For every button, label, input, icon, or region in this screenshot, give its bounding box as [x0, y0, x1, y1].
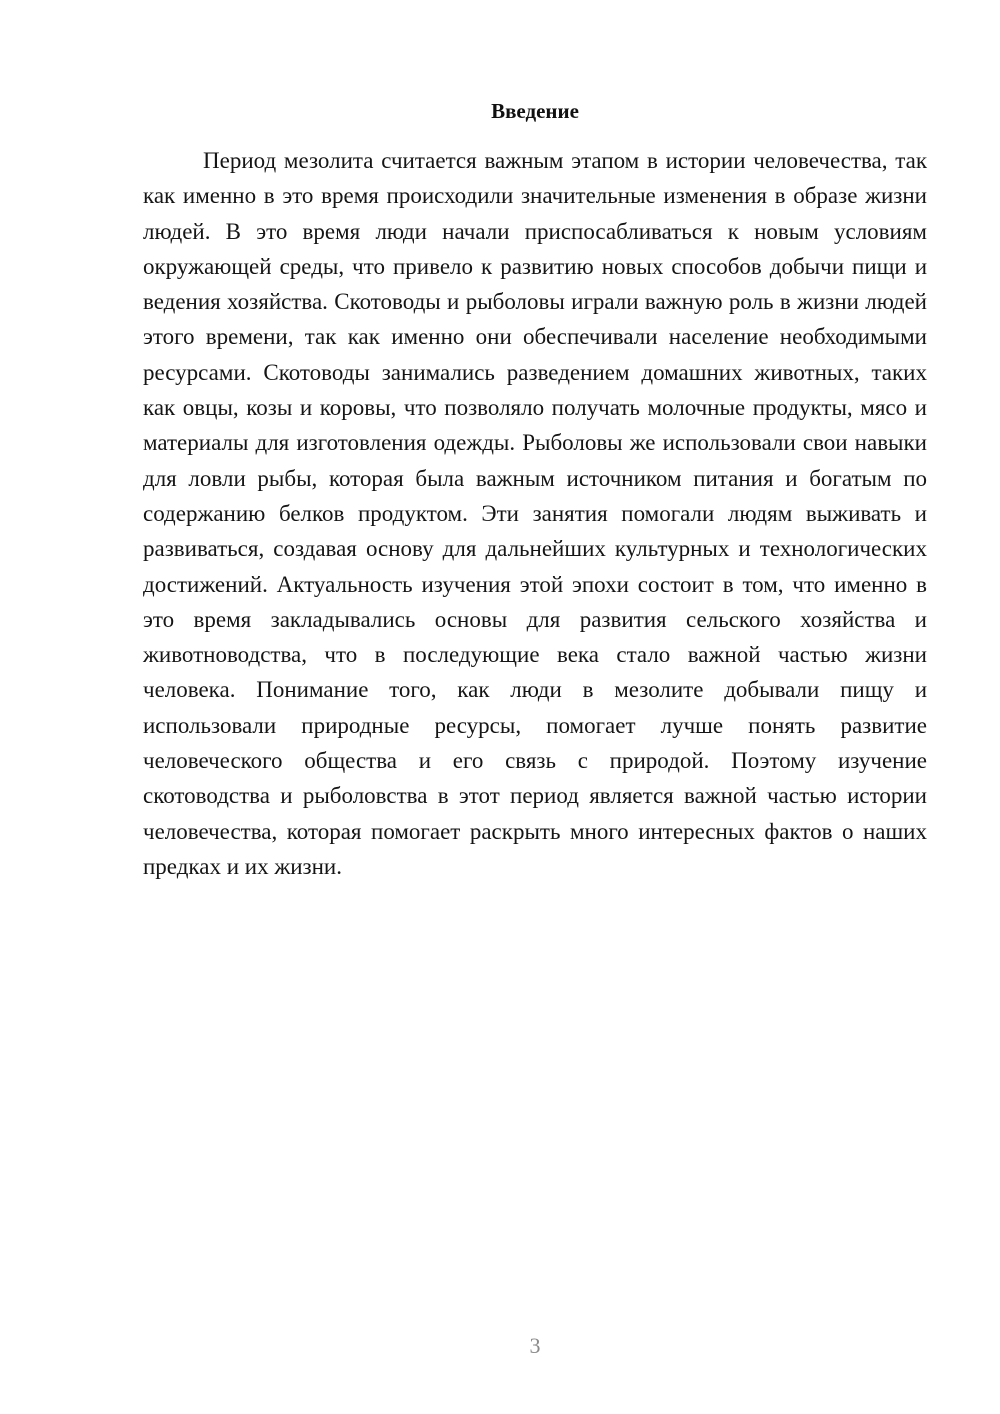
page-title: Введение [491, 99, 579, 123]
body-paragraph: Период мезолита считается важным этапом в истории человечества, так как именно в это время происходили значительные изменения в образе жизни людей. В это время люди начали приспосабливаться к новым условиям окружающей среды, что привело к развитию новых способов добычи пищи и ведения хозяйства. Скотоводы и рыболовы играли важную роль в жизни людей этого времени, так как именно они обеспечивали население необходимыми ресурсами. Скотоводы занимались разведением домашних животных, таких как овцы, козы и коровы, что позволяло получать молочные продукты, мясо и материалы для изготовления одежды. Рыболовы же использовали свои навыки для ловли рыбы, которая была важным источником питания и богатым по содержанию белков продуктом. Эти занятия помогали людям выживать и развиваться, создавая основу для дальнейших культурных и технологических достижений. Актуальность изучения этой эпохи состоит в том, что именно в это время закладывались основы для развития сельского хозяйства и животноводства, что в последующие века стало важной частью жизни человека. Понимание того, как люди в мезолите добывали пищу и использовали природные ресурсы, помогает лучше понять развитие человеческого общества и его связь с природой. Поэтому изучение скотоводства и рыболовства в этот период является важной частью истории человечества, которая помогает раскрыть много интересных фактов о наших предках и их жизни. [143, 148, 927, 879]
page-number: 3 [529, 1333, 541, 1358]
